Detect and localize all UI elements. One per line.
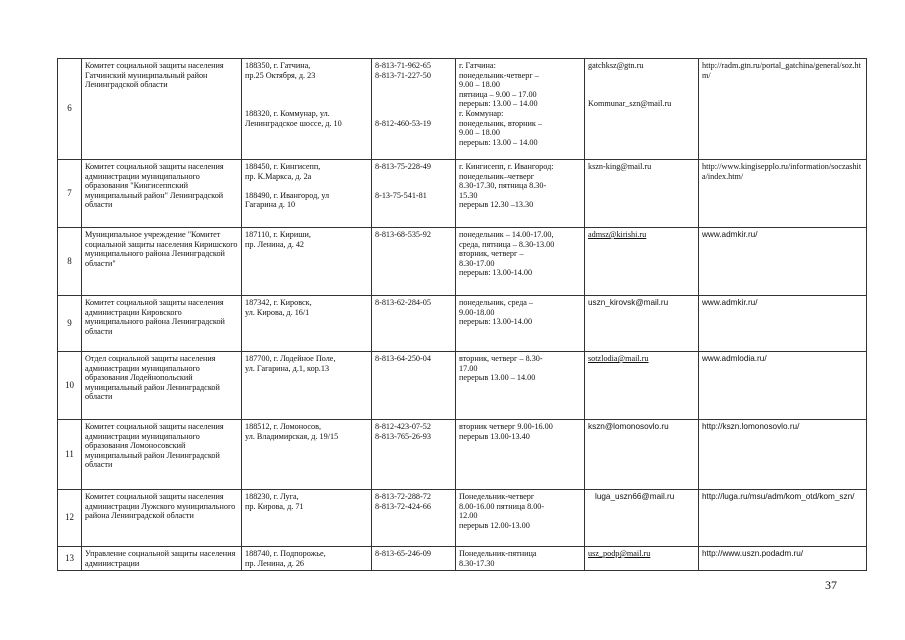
email-cell[interactable]: uszn_kirovsk@mail.ru [585,296,699,352]
table-row [58,547,867,571]
organization-cell: Комитет социальной защиты населения администрации Кировского муниципального района Ленинградской области [82,296,242,352]
address-cell: 187110, г. Кириши, пр. Ленина, д. 42 [242,228,372,296]
row-number: 13 [58,547,82,571]
table-row [58,160,867,228]
hours-cell: Понедельник-четверг 8.00-16.00 пятница 8.00- 12.00 перерыв 12.00-13.00 [456,490,585,547]
phone-cell: 8-813-64-250-04 [372,352,456,420]
website-cell[interactable]: www.admkir.ru/ [699,228,867,296]
organization-cell: Комитет социальной защиты населения администрации муниципального образования Ломоносовский муниципальный район Ленинградской области [82,420,242,490]
row-number: 6 [58,59,82,160]
table-row [58,59,867,160]
organization-cell: Муниципальное учреждение "Комитет социальной защиты населения Киришского муниципального района Ленинградской области" [82,228,242,296]
email-cell[interactable]: gatchksz@gtn.ru Kommunar_szn@mail.ru [585,59,699,160]
website-cell[interactable]: http://luga.ru/msu/adm/kom_otd/kom_szn/ [699,490,867,547]
contacts-table [57,58,867,571]
phone-cell: 8-812-423-07-52 8-813-765-26-93 [372,420,456,490]
row-number: 7 [58,160,82,228]
table-row [58,490,867,547]
website-cell[interactable]: www.admlodia.ru/ [699,352,867,420]
hours-cell: вторник четверг 9.00-16.00 перерыв 13.00-13.40 [456,420,585,490]
organization-cell: Отдел социальной защиты населения администрации муниципального образования Лодейнопольский муниципальный район Ленинградской области [82,352,242,420]
address-cell: 187700, г. Лодейное Поле, ул. Гагарина, д.1, кор.13 [242,352,372,420]
organization-cell: Комитет социальной защиты населения администрации муниципального образования "Кингисеппский муниципальный район" Ленинградской области [82,160,242,228]
email-cell[interactable]: usz_podp@mail.ru [585,547,699,571]
address-cell: 188450, г. Кингисепп, пр. К.Маркса, д. 2а 188490, г. Ивангород, ул Гагарина д. 10 [242,160,372,228]
email-cell[interactable]: admsz@kirishi.ru [585,228,699,296]
email-cell[interactable]: kszn@lomonosovlo.ru [585,420,699,490]
table-row [58,296,867,352]
phone-cell: 8-813-68-535-92 [372,228,456,296]
hours-cell: г. Гатчина: понедельник-четверг – 9.00 – 18.00 пятница – 9.00 – 17.00 перерыв: 13.00 – 14.00 г. Коммунар: понедельник, вторник – 9.00 – 18.00 перерыв: 13.00 – 14.00 [456,59,585,160]
address-cell: 188512, г. Ломоносов, ул. Владимирская, д. 19/15 [242,420,372,490]
website-cell[interactable]: http://www.uszn.podadm.ru/ [699,547,867,571]
website-cell[interactable]: http://kszn.lomonosovlo.ru/ [699,420,867,490]
table-row [58,352,867,420]
phone-cell: 8-813-75-228-49 8-13-75-541-81 [372,160,456,228]
organization-cell: Управление социальной защиты населения администрации [82,547,242,571]
address-cell: 188350, г. Гатчина, пр.25 Октября, д. 23 188320, г. Коммунар, ул. Ленинградское шоссе, д. 10 [242,59,372,160]
address-cell: 188740, г. Подпорожье, пр. Ленина, д. 26 [242,547,372,571]
address-cell: 188230, г. Луга, пр. Кирова, д. 71 [242,490,372,547]
row-number: 12 [58,490,82,547]
hours-cell: понедельник – 14.00-17.00, среда, пятница – 8.30-13.00 вторник, четверг – 8.30-17.00 перерыв: 13.00-14.00 [456,228,585,296]
website-cell[interactable]: http://www.kingisepplo.ru/information/soczashita/index.htm/ [699,160,867,228]
page-number: 37 [825,578,837,592]
row-number: 10 [58,352,82,420]
row-number: 9 [58,296,82,352]
organization-cell: Комитет социальной защиты населения Гатчинский муниципальный район Ленинградской области [82,59,242,160]
email-cell[interactable]: sotzlodia@mail.ru [585,352,699,420]
email-cell[interactable]: luga_uszn66@mail.ru [585,490,699,547]
address-cell: 187342, г. Кировск, ул. Кирова, д. 16/1 [242,296,372,352]
organization-cell: Комитет социальной защиты населения администрации Лужского муниципального района Ленинградской области [82,490,242,547]
phone-cell: 8-813-71-962-65 8-813-71-227-50 8-812-460-53-19 [372,59,456,160]
website-cell[interactable]: www.admkir.ru/ [699,296,867,352]
row-number: 11 [58,420,82,490]
table-row [58,420,867,490]
hours-cell: вторник, четверг – 8.30- 17.00 перерыв 13.00 – 14.00 [456,352,585,420]
table-row [58,228,867,296]
email-cell[interactable]: kszn-king@mail.ru [585,160,699,228]
phone-cell: 8-813-62-284-05 [372,296,456,352]
hours-cell: г. Кингисепп, г. Ивангород: понедельник–четверг 8.30-17.30, пятница 8.30- 15.30 перерыв 12.30 –13.30 [456,160,585,228]
hours-cell: понедельник, среда – 9.00-18.00 перерыв: 13.00-14.00 [456,296,585,352]
row-number: 8 [58,228,82,296]
phone-cell: 8-813-72-288-72 8-813-72-424-66 [372,490,456,547]
website-cell[interactable]: http://radm.gtn.ru/portal_gatchina/general/soz.htm/ [699,59,867,160]
phone-cell: 8-813-65-246-09 [372,547,456,571]
hours-cell: Понедельник-пятница 8.30-17.30 [456,547,585,571]
